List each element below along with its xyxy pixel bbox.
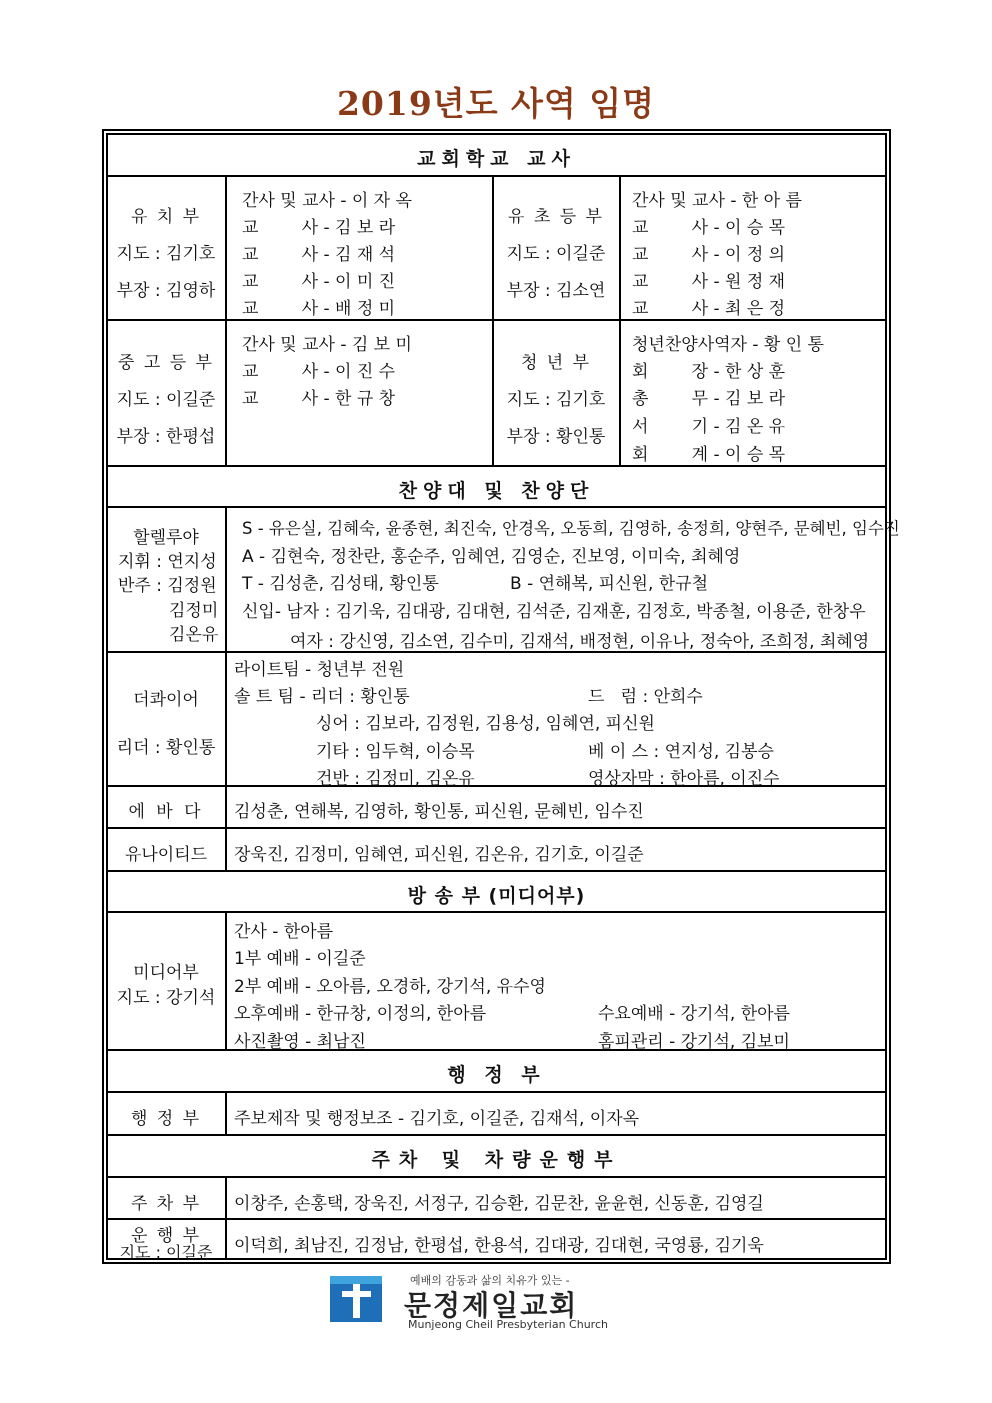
- young-head: 부장 : 황인통: [506, 427, 606, 447]
- solt-team: 솔 트 팀 - 리더 : 황인통: [234, 687, 410, 707]
- row-divider: [106, 1134, 887, 1136]
- church-logo: [330, 1272, 670, 1332]
- bass: 베 이 스 : 연지성, 김봉승: [588, 742, 774, 762]
- young-line: 회 계 - 이 승 목: [632, 445, 786, 465]
- logo-english: Munjeong Cheil Presbyterian Church: [408, 1318, 608, 1331]
- page-title: 2019년도 사역 임명: [336, 84, 656, 123]
- school-header: 교회학교 교사: [417, 148, 576, 170]
- parking-name: 주 차 부: [130, 1194, 202, 1214]
- media-line: 홈피관리 - 강기석, 김보미: [598, 1032, 790, 1052]
- media-line: 간사 - 한아름: [234, 922, 334, 942]
- young-line: 총 무 - 김 보 라: [632, 389, 786, 409]
- media-line: 사진촬영 - 최남진: [234, 1032, 366, 1052]
- thechoir-name: 더콰이어: [133, 690, 199, 710]
- media-line: 오후예배 - 한규창, 이정의, 한아름: [234, 1004, 487, 1024]
- media-name: 미디어부: [133, 963, 199, 983]
- young-line: 청년찬양사역자 - 황 인 통: [632, 335, 824, 355]
- kinder-line: 교 사 - 김 재 석: [242, 245, 396, 265]
- admin-header: 행 정 부: [447, 1064, 546, 1086]
- media-line: 1부 예배 - 이길준: [234, 949, 366, 969]
- kinder-line: 교 사 - 배 정 미: [242, 299, 396, 319]
- media-line: 수요예배 - 강기석, 한아름: [598, 1004, 790, 1024]
- video-subtitles: 영상자막 : 한아름, 이진수: [588, 769, 780, 789]
- driving-name: 운 행 부: [130, 1226, 202, 1246]
- row-divider: [106, 319, 887, 321]
- admin-members: 주보제작 및 행정보조 - 김기호, 이길준, 김재석, 이자옥: [234, 1109, 640, 1129]
- hallelujah-bass: B - 연해복, 피신원, 한규철: [510, 574, 709, 594]
- ebada-members: 김성춘, 연해복, 김영하, 황인통, 피신원, 문혜빈, 임수진: [234, 802, 644, 822]
- row-divider: [106, 827, 887, 829]
- young-line: 회 장 - 한 상 훈: [632, 362, 786, 382]
- logo-tagline: 예배의 감동과 삶의 치유가 있는 -: [410, 1274, 570, 1287]
- youth-head: 부장 : 한평섭: [116, 427, 216, 447]
- media-line: 2부 예배 - 오아름, 오경하, 강기석, 유수영: [234, 977, 546, 997]
- drum: 드 럼 : 안희수: [588, 687, 703, 707]
- elem-line: 교 사 - 최 은 정: [632, 299, 786, 319]
- row-divider: [106, 175, 887, 177]
- kinder-advisor: 지도 : 김기호: [116, 244, 216, 264]
- united-name: 유나이티드: [124, 845, 208, 865]
- hallelujah-accompanist: 김정미: [169, 601, 219, 621]
- keyboard: 건반 : 김정미, 김온유: [316, 769, 475, 789]
- row-divider: [106, 506, 887, 508]
- united-members: 장욱진, 김정미, 임혜연, 피신원, 김온유, 김기호, 이길준: [234, 845, 644, 865]
- elem-line: 간사 및 교사 - 한 아 름: [632, 191, 802, 211]
- kinder-line: 교 사 - 이 미 진: [242, 272, 396, 292]
- hallelujah-new-male: 신입- 남자 : 김기욱, 김대광, 김대현, 김석준, 김재훈, 김정호, 박종철, 이용준, 한창우: [242, 602, 866, 622]
- hallelujah-name: 할렐루야: [133, 528, 199, 548]
- row-divider: [106, 465, 887, 467]
- parking-header: 주차 및 차량운행부: [371, 1149, 622, 1171]
- hallelujah-accompanist: 김온유: [169, 625, 219, 645]
- inner-border-top: [106, 133, 887, 135]
- elem-line: 교 사 - 이 승 목: [632, 218, 786, 238]
- admin-name: 행 정 부: [130, 1109, 202, 1129]
- youth-advisor: 지도 : 이길준: [116, 390, 216, 410]
- row-divider: [106, 911, 887, 913]
- choir-header: 찬양대 및 찬양단: [398, 480, 595, 502]
- col-divider: [225, 1091, 227, 1134]
- cross-icon: [330, 1276, 382, 1322]
- driving-members: 이덕희, 최남진, 김정남, 한평섭, 한용석, 김대광, 김대현, 국영룡, 김기욱: [234, 1236, 764, 1256]
- kinder-line: 간사 및 교사 - 이 자 옥: [242, 191, 412, 211]
- elem-line: 교 사 - 이 정 의: [632, 245, 786, 265]
- row-divider: [106, 1176, 887, 1178]
- young-name: 청 년 부: [520, 353, 592, 373]
- hallelujah-new-female: 여자 : 강신영, 김소연, 김수미, 김재석, 배정현, 이유나, 정숙아, 조희정, 최혜영: [290, 632, 870, 652]
- row-divider: [106, 1091, 887, 1093]
- youth-name: 중 고 등 부: [118, 353, 214, 373]
- young-line: 서 기 - 김 온 유: [632, 417, 786, 437]
- guitar: 기타 : 임두혁, 이승목: [316, 742, 475, 762]
- hallelujah-conductor: 지휘 : 연지성: [118, 552, 217, 572]
- hallelujah-soprano: S - 유은실, 김혜숙, 윤종현, 최진숙, 안경옥, 오동희, 김영하, 송정희, 양현주, 문혜빈, 임수진: [242, 519, 900, 538]
- kinder-head: 부장 : 김영하: [116, 281, 216, 301]
- hallelujah-accompanist: 반주 : 김정원: [118, 576, 217, 596]
- parking-members: 이창주, 손홍택, 장욱진, 서정구, 김승환, 김문찬, 윤윤현, 신동훈, 김영길: [234, 1194, 764, 1214]
- youth-line: 교 사 - 이 진 수: [242, 362, 396, 382]
- elem-head: 부장 : 김소연: [506, 281, 606, 301]
- col-divider: [225, 911, 227, 1049]
- thechoir-leader: 리더 : 황인통: [116, 738, 216, 758]
- youth-line: 간사 및 교사 - 김 보 미: [242, 335, 412, 355]
- kinder-name: 유 치 부: [130, 207, 202, 227]
- youth-line: 교 사 - 한 규 창: [242, 389, 396, 409]
- media-header: 방 송 부 (미디어부): [407, 885, 586, 907]
- media-advisor: 지도 : 강기석: [116, 988, 216, 1008]
- ebada-name: 에 바 다: [128, 802, 204, 822]
- elem-line: 교 사 - 원 정 재: [632, 272, 786, 292]
- hallelujah-tenor: T - 김성춘, 김성태, 황인통: [242, 574, 439, 594]
- elem-advisor: 지도 : 이길준: [506, 244, 606, 264]
- col-divider: [225, 506, 227, 870]
- row-divider: [106, 870, 887, 872]
- row-divider: [106, 1218, 887, 1220]
- young-advisor: 지도 : 김기호: [506, 390, 606, 410]
- driving-advisor: 지도 : 이길준: [119, 1243, 213, 1262]
- logo-name: 문정제일교회: [404, 1289, 579, 1322]
- elem-name: 유 초 등 부: [508, 207, 604, 227]
- hallelujah-alto: A - 김현숙, 정찬란, 홍순주, 임혜연, 김영순, 진보영, 이미숙, 최혜영: [242, 547, 741, 567]
- light-team: 라이트팀 - 청년부 전원: [234, 660, 405, 680]
- singers: 싱어 : 김보라, 김정원, 김용성, 임혜연, 피신원: [316, 714, 655, 734]
- kinder-line: 교 사 - 김 보 라: [242, 218, 396, 238]
